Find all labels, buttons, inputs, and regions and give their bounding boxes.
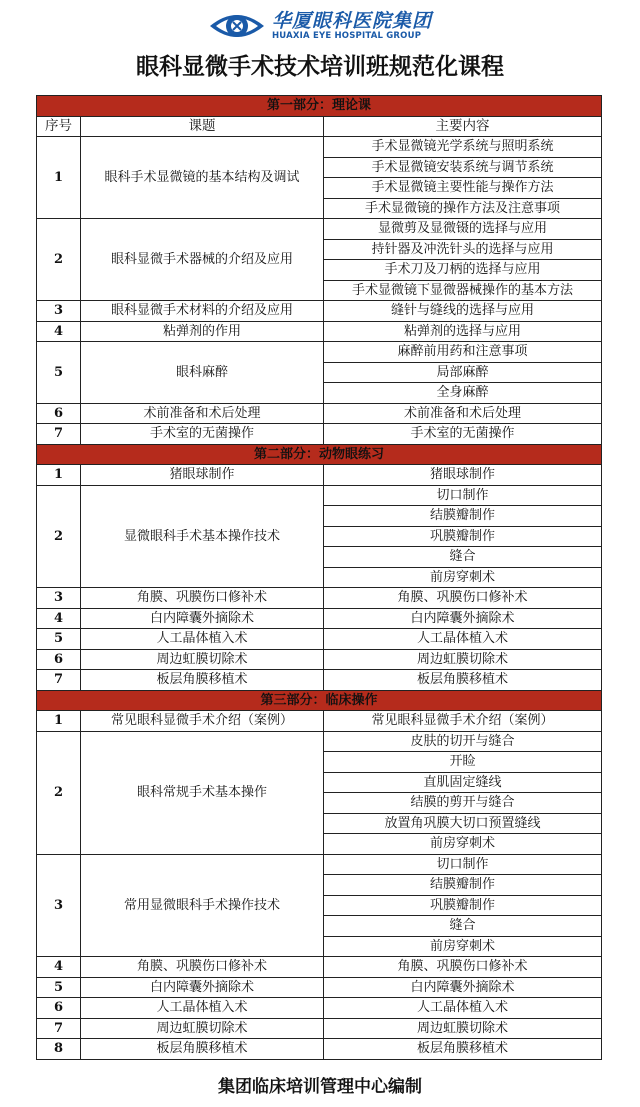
row-content-item: 人工晶体植入术 [324, 629, 602, 650]
row-content-item: 术前准备和术后处理 [324, 403, 602, 424]
row-content-item: 麻醉前用药和注意事项 [324, 342, 602, 363]
row-topic: 角膜、巩膜伤口修补术 [81, 957, 324, 978]
row-content-item: 手术显微镜光学系统与照明系统 [324, 137, 602, 158]
row-content-item: 手术显微镜的操作方法及注意事项 [324, 198, 602, 219]
table-row [37, 588, 602, 609]
row-topic: 板层角膜移植术 [81, 670, 324, 691]
row-topic: 白内障囊外摘除术 [81, 608, 324, 629]
table-row [37, 1039, 602, 1060]
row-content-item: 猪眼球制作 [324, 465, 602, 486]
row-number: 6 [37, 998, 81, 1019]
row-content-item: 缝针与缝线的选择与应用 [324, 301, 602, 322]
row-topic: 板层角膜移植术 [81, 1039, 324, 1060]
row-topic: 白内障囊外摘除术 [81, 977, 324, 998]
row-number: 7 [37, 1018, 81, 1039]
header-logo [0, 6, 640, 46]
table-row [37, 731, 602, 752]
section-header-row [37, 96, 602, 117]
row-topic: 眼科常规手术基本操作 [81, 731, 324, 854]
row-number: 6 [37, 403, 81, 424]
row-content-item: 手术显微镜主要性能与操作方法 [324, 178, 602, 199]
row-topic: 猪眼球制作 [81, 465, 324, 486]
row-number: 2 [37, 731, 81, 854]
eye-logo-icon [208, 8, 266, 44]
row-number: 4 [37, 957, 81, 978]
row-number: 2 [37, 219, 81, 301]
row-content-item: 局部麻醉 [324, 362, 602, 383]
section-title: 第三部分：临床操作 [37, 690, 602, 711]
row-content-item: 显微剪及显微镊的选择与应用 [324, 219, 602, 240]
row-content-item: 角膜、巩膜伤口修补术 [324, 957, 602, 978]
row-content-item: 结膜瓣制作 [324, 875, 602, 896]
table-row [37, 977, 602, 998]
table-row [37, 998, 602, 1019]
row-content-item: 板层角膜移植术 [324, 670, 602, 691]
row-number: 5 [37, 629, 81, 650]
table-row [37, 854, 602, 875]
table-row [37, 711, 602, 732]
section-title: 第一部分：理论课 [37, 96, 602, 117]
row-topic: 常用显微眼科手术操作技术 [81, 854, 324, 957]
row-content-item: 人工晶体植入术 [324, 998, 602, 1019]
page-title: 眼科显微手术技术培训班规范化课程 [136, 54, 504, 80]
row-number: 7 [37, 424, 81, 445]
row-topic: 人工晶体植入术 [81, 629, 324, 650]
row-content-item: 开睑 [324, 752, 602, 773]
row-content-item: 结膜的剪开与缝合 [324, 793, 602, 814]
row-number: 1 [37, 711, 81, 732]
row-content-item: 前房穿刺术 [324, 567, 602, 588]
row-topic: 周边虹膜切除术 [81, 1018, 324, 1039]
row-content-item: 切口制作 [324, 854, 602, 875]
col-header-no: 序号 [37, 116, 81, 137]
row-topic: 人工晶体植入术 [81, 998, 324, 1019]
row-topic: 显微眼科手术基本操作技术 [81, 485, 324, 588]
row-topic: 周边虹膜切除术 [81, 649, 324, 670]
table-row [37, 219, 602, 240]
col-header-content: 主要内容 [324, 116, 602, 137]
row-number: 5 [37, 977, 81, 998]
row-topic: 眼科显微手术材料的介绍及应用 [81, 301, 324, 322]
row-content-item: 巩膜瓣制作 [324, 895, 602, 916]
row-number: 3 [37, 301, 81, 322]
row-topic: 眼科麻醉 [81, 342, 324, 404]
section-header-row [37, 690, 602, 711]
course-table [36, 95, 602, 1060]
row-content-item: 持针器及冲洗针头的选择与应用 [324, 239, 602, 260]
table-row [37, 629, 602, 650]
row-topic: 眼科显微手术器械的介绍及应用 [81, 219, 324, 301]
table-row [37, 608, 602, 629]
row-number: 8 [37, 1039, 81, 1060]
table-row [37, 465, 602, 486]
logo-chinese-name: 华厦眼科医院集团 [271, 10, 432, 32]
table-row [37, 321, 602, 342]
row-content-item: 角膜、巩膜伤口修补术 [324, 588, 602, 609]
footer-credit: 集团临床培训管理中心编制 [218, 1077, 422, 1097]
row-content-item: 白内障囊外摘除术 [324, 977, 602, 998]
row-number: 5 [37, 342, 81, 404]
table-row [37, 485, 602, 506]
row-content-item: 手术显微镜下显微器械操作的基本方法 [324, 280, 602, 301]
row-topic: 角膜、巩膜伤口修补术 [81, 588, 324, 609]
row-content-item: 手术刀及刀柄的选择与应用 [324, 260, 602, 281]
section-title: 第二部分：动物眼练习 [37, 444, 602, 465]
row-content-item: 周边虹膜切除术 [324, 649, 602, 670]
row-number: 4 [37, 608, 81, 629]
row-number: 3 [37, 854, 81, 957]
row-topic: 术前准备和术后处理 [81, 403, 324, 424]
table-row [37, 670, 602, 691]
table-row [37, 649, 602, 670]
row-content-item: 缝合 [324, 547, 602, 568]
table-row [37, 301, 602, 322]
row-content-item: 手术室的无菌操作 [324, 424, 602, 445]
row-content-item: 全身麻醉 [324, 383, 602, 404]
row-content-item: 结膜瓣制作 [324, 506, 602, 527]
table-row [37, 403, 602, 424]
table-row [37, 957, 602, 978]
row-topic: 常见眼科显微手术介绍（案例） [81, 711, 324, 732]
row-content-item: 白内障囊外摘除术 [324, 608, 602, 629]
row-topic: 手术室的无菌操作 [81, 424, 324, 445]
course-table-body [37, 96, 602, 1060]
row-content-item: 常见眼科显微手术介绍（案例） [324, 711, 602, 732]
row-content-item: 直肌固定缝线 [324, 772, 602, 793]
row-content-item: 皮肤的切开与缝合 [324, 731, 602, 752]
row-content-item: 板层角膜移植术 [324, 1039, 602, 1060]
table-row [37, 342, 602, 363]
table-row [37, 1018, 602, 1039]
col-header-topic: 课题 [81, 116, 324, 137]
row-content-item: 前房穿刺术 [324, 936, 602, 957]
row-number: 2 [37, 485, 81, 588]
row-number: 3 [37, 588, 81, 609]
row-number: 6 [37, 649, 81, 670]
row-content-item: 前房穿刺术 [324, 834, 602, 855]
row-content-item: 切口制作 [324, 485, 602, 506]
row-content-item: 巩膜瓣制作 [324, 526, 602, 547]
row-topic: 眼科手术显微镜的基本结构及调试 [81, 137, 324, 219]
logo-english-name: HUAXIA EYE HOSPITAL GROUP [271, 31, 422, 41]
row-number: 1 [37, 465, 81, 486]
row-number: 7 [37, 670, 81, 691]
section-header-row [37, 444, 602, 465]
row-content-item: 放置角巩膜大切口预置缝线 [324, 813, 602, 834]
row-topic: 粘弹剂的作用 [81, 321, 324, 342]
row-content-item: 缝合 [324, 916, 602, 937]
row-content-item: 周边虹膜切除术 [324, 1018, 602, 1039]
table-row [37, 424, 602, 445]
row-number: 4 [37, 321, 81, 342]
row-content-item: 手术显微镜安装系统与调节系统 [324, 157, 602, 178]
column-header-row [37, 116, 602, 137]
row-content-item: 粘弹剂的选择与应用 [324, 321, 602, 342]
row-number: 1 [37, 137, 81, 219]
table-row [37, 137, 602, 158]
